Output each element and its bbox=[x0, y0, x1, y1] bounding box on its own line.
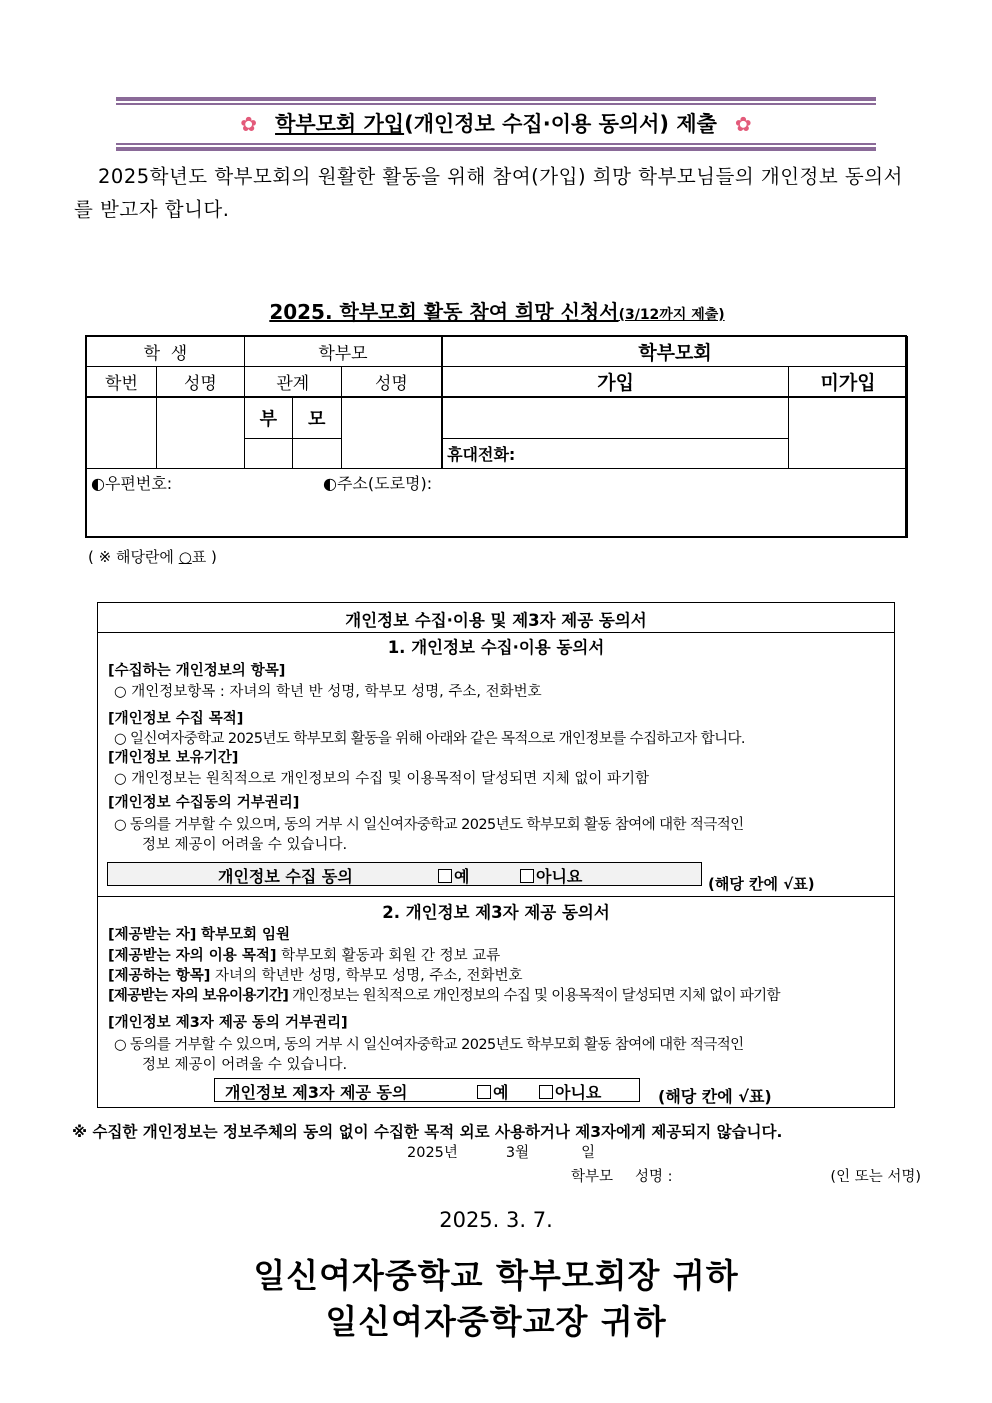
sign-date: 2025년 3월 일 bbox=[407, 1145, 596, 1161]
refuse-label: [개인정보 수집동의 거부권리] bbox=[108, 795, 300, 811]
application-deadline: (3/12까지 제출) bbox=[618, 307, 725, 323]
join-field[interactable] bbox=[442, 397, 789, 439]
col-not-join: 미가입 bbox=[789, 367, 908, 398]
agree1-yes[interactable]: 예 bbox=[438, 864, 469, 887]
purpose-label: [개인정보 수집 목적] bbox=[108, 711, 244, 727]
zip-label: ◐우편번호: bbox=[91, 474, 173, 493]
refuse2-text-2: 정보 제공이 어려울 수 있습니다. bbox=[142, 1057, 348, 1073]
title-bottom-band-thin bbox=[116, 143, 876, 145]
father-mark-field[interactable] bbox=[244, 439, 292, 469]
yes-checkbox[interactable] bbox=[477, 1085, 491, 1099]
student-name-field[interactable] bbox=[156, 397, 244, 469]
agree2-note: (해당 칸에 √표) bbox=[658, 1087, 772, 1106]
head-council: 학부모회 bbox=[442, 337, 907, 367]
items-label: [수집하는 개인정보의 항목] bbox=[108, 663, 286, 679]
not-join-field[interactable] bbox=[789, 397, 908, 469]
consent-box bbox=[97, 602, 895, 1108]
refuse2-text-1: ○ 동의를 거부할 수 있으며, 동의 거부 시 일신여자중학교 2025년도 학부모회 활동 참여에 대한 적극적인 bbox=[114, 1037, 744, 1053]
sign-row: 학부모 성명 : (인 또는 서명) bbox=[571, 1169, 921, 1185]
refuse-text-2: 정보 제공이 어려울 수 있습니다. bbox=[142, 837, 348, 853]
consent-title: 개인정보 수집·이용 및 제3자 제공 동의서 bbox=[345, 611, 647, 630]
agree1-box bbox=[107, 862, 702, 886]
title-main: 학부모회 가입 bbox=[275, 112, 405, 136]
address-row[interactable] bbox=[87, 469, 908, 538]
no-checkbox[interactable] bbox=[520, 869, 534, 883]
recipient-line-1: 일신여자중학교 학부모회장 귀하 bbox=[253, 1256, 739, 1295]
col-student-number: 학번 bbox=[87, 367, 157, 398]
title-bottom-band bbox=[116, 147, 876, 151]
col-parent-name: 성명 bbox=[341, 367, 442, 398]
title-paren: (개인정보 수집·이용 동의서) 제출 bbox=[404, 112, 717, 136]
no-checkbox[interactable] bbox=[539, 1085, 553, 1099]
mark-note: ( ※ 해당란에 ○표 ) bbox=[88, 548, 217, 566]
yes-checkbox[interactable] bbox=[438, 869, 452, 883]
title-top-band bbox=[116, 97, 876, 101]
col-student-name: 성명 bbox=[156, 367, 244, 398]
title-top-band-thin bbox=[116, 103, 876, 105]
issue-date: 2025. 3. 7. bbox=[439, 1208, 553, 1232]
retention-text: ○ 개인정보는 원칙적으로 개인정보의 수집 및 이용목적이 달성되면 지체 없이 파기함 bbox=[114, 771, 649, 787]
intro-text: 2025학년도 학부모회의 원활한 활동을 위해 참여(가입) 희망 학부모님들의 개인정보 동의서를 받고자 합니다. bbox=[74, 165, 903, 221]
divider bbox=[98, 632, 894, 633]
recipient-line-2: 일신여자중학교장 귀하 bbox=[325, 1302, 667, 1341]
parent-name-field[interactable] bbox=[341, 397, 442, 469]
mother-mark-field[interactable] bbox=[292, 439, 341, 469]
retention2-row: [제공받는 자의 보유이용기간] 개인정보는 원칙적으로 개인정보의 수집 및 이용목적이 달성되면 지체 없이 파기함 bbox=[108, 988, 780, 1004]
mobile-label[interactable]: 휴대전화: bbox=[442, 439, 789, 469]
student-number-field[interactable] bbox=[87, 397, 157, 469]
agree2-no[interactable]: 아니요 bbox=[539, 1080, 601, 1103]
agree1-note: (해당 칸에 √표) bbox=[708, 875, 815, 893]
purpose-text: ○ 일신여자중학교 2025년도 학부모회 활동을 위해 아래와 같은 목적으로 개인정보를 수집하고자 합니다. bbox=[114, 731, 745, 747]
use-purpose-row: [제공받는 자의 이용 목적] 학부모회 활동과 회원 간 정보 교류 bbox=[108, 948, 501, 964]
agree1-no[interactable]: 아니요 bbox=[520, 864, 582, 887]
col-relation: 관계 bbox=[244, 367, 341, 398]
application-table bbox=[86, 336, 908, 538]
head-parent: 학부모 bbox=[244, 337, 442, 367]
page-title bbox=[116, 108, 876, 138]
divider bbox=[98, 896, 894, 897]
application-title-text: 2025. 학부모회 활동 참여 희망 신청서 bbox=[269, 300, 619, 324]
section1-title: 1. 개인정보 수집·이용 동의서 bbox=[387, 638, 605, 657]
agree2-yes[interactable]: 예 bbox=[477, 1080, 508, 1103]
privacy-footnote: ※ 수집한 개인정보는 정보주체의 동의 없이 수집한 목적 외로 사용하거나 제3자에게 제공되지 않습니다. bbox=[72, 1123, 783, 1141]
sign-name-field[interactable]: 성명 : bbox=[635, 1169, 673, 1185]
application-title bbox=[86, 296, 908, 325]
retention-label: [개인정보 보유기간] bbox=[108, 750, 239, 766]
refuse-text-1: ○ 동의를 거부할 수 있으며, 동의 거부 시 일신여자중학교 2025년도 학부모회 활동 참여에 대한 적극적인 bbox=[114, 817, 744, 833]
relation-mother[interactable]: 모 bbox=[292, 397, 341, 439]
flower-icon: ✿ bbox=[240, 112, 258, 136]
head-student: 학 생 bbox=[87, 337, 245, 367]
section2-title: 2. 개인정보 제3자 제공 동의서 bbox=[382, 903, 610, 922]
agree2-box bbox=[214, 1078, 640, 1102]
refuse2-label: [개인정보 제3자 제공 동의 거부권리] bbox=[108, 1015, 348, 1031]
relation-father[interactable]: 부 bbox=[244, 397, 292, 439]
agree1-label: 개인정보 수집 동의 bbox=[218, 867, 353, 886]
agree2-label: 개인정보 제3자 제공 동의 bbox=[225, 1083, 408, 1102]
provided-items-row: [제공하는 항목] 자녀의 학년반 성명, 학부모 성명, 주소, 전화번호 bbox=[108, 968, 523, 984]
flower-icon: ✿ bbox=[734, 112, 752, 136]
items-text: ○ 개인정보항목 : 자녀의 학년 반 성명, 학부모 성명, 주소, 전화번호 bbox=[114, 684, 542, 700]
col-join: 가입 bbox=[442, 367, 789, 398]
recipient-row: [제공받는 자] 학부모회 임원 bbox=[108, 927, 291, 943]
address-label: ◐주소(도로명): bbox=[323, 474, 433, 493]
